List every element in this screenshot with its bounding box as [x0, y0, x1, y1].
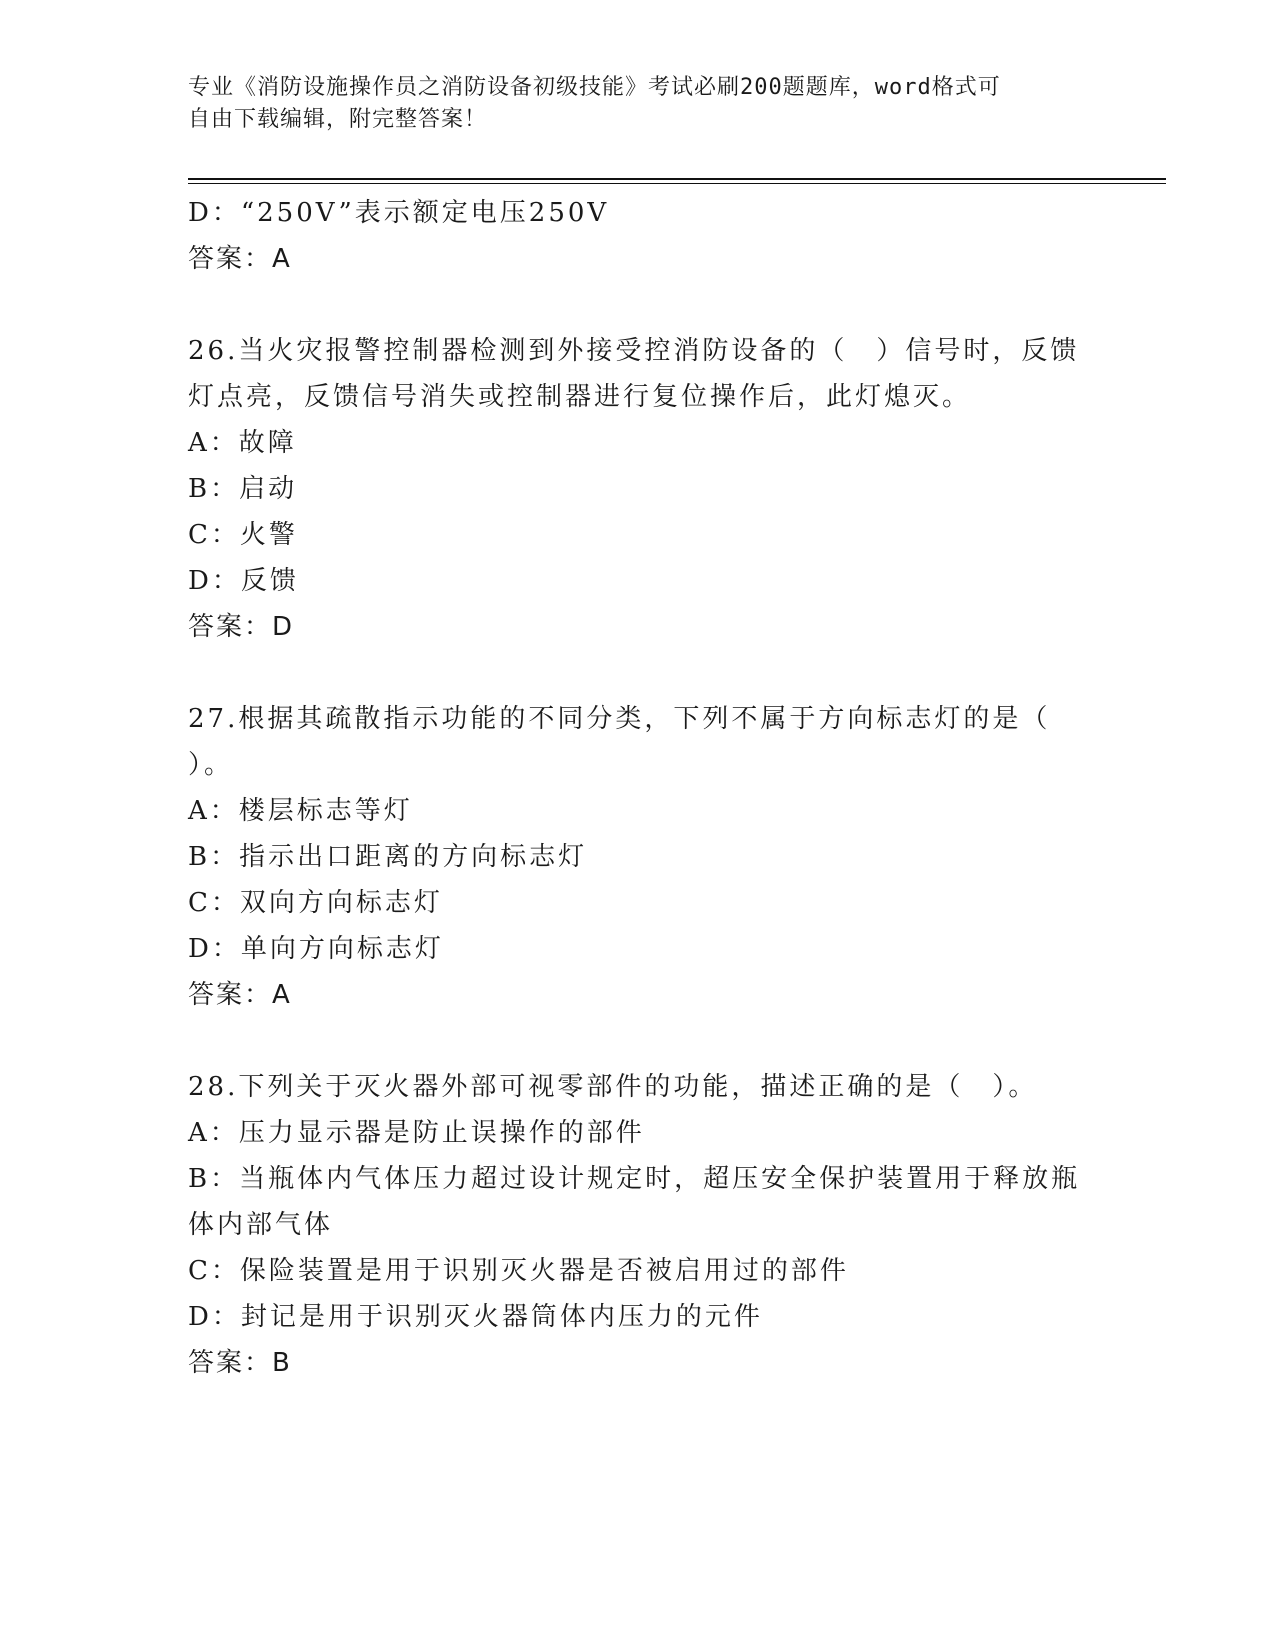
question-stem: 28.下列关于灭火器外部可视零部件的功能，描述正确的是（ ）。: [188, 1072, 1038, 1102]
option-a: A：故障: [188, 428, 297, 458]
answer-line: 答案：B: [188, 1348, 292, 1378]
question-stem-continued: ）。: [188, 750, 234, 780]
option-c: C：火警: [188, 520, 298, 550]
spacer: [188, 282, 1088, 328]
question-28: [188, 1064, 1088, 1386]
option-c: C：保险装置是用于识别灭火器是否被启用过的部件: [188, 1256, 849, 1286]
header-divider-thin: [188, 183, 1166, 184]
question-stem: 26.当火灾报警控制器检测到外接受控消防设备的（ ）信号时，反馈: [188, 336, 1080, 366]
option-b: B：启动: [188, 474, 298, 504]
question-26: [188, 328, 1088, 650]
option-d: D：单向方向标志灯: [188, 934, 444, 964]
spacer: [188, 650, 1088, 696]
option-d: D：“250V”表示额定电压250V: [188, 198, 610, 228]
answer-line: 答案：A: [188, 980, 292, 1010]
question-27: [188, 696, 1088, 1018]
question-list: [188, 190, 1088, 1386]
header-divider-thick: [188, 178, 1166, 180]
option-a: A：压力显示器是防止误操作的部件: [188, 1118, 645, 1148]
answer-line: 答案：D: [188, 612, 295, 642]
document-header: [188, 72, 1088, 136]
header-line-2: 自由下载编辑，附完整答案！: [188, 107, 488, 132]
option-d: D：反馈: [188, 566, 299, 596]
option-b: B：当瓶体内气体压力超过设计规定时，超压安全保护装置用于释放瓶: [188, 1164, 1081, 1194]
option-c: C：双向方向标志灯: [188, 888, 443, 918]
option-a: A：楼层标志等灯: [188, 796, 413, 826]
header-line-1: 专业《消防设施操作员之消防设备初级技能》考试必刷200题题库，word格式可: [188, 75, 1001, 100]
option-b: B：指示出口距离的方向标志灯: [188, 842, 588, 872]
question-stem-continued: 灯点亮，反馈信号消失或控制器进行复位操作后，此灯熄灭。: [188, 382, 972, 412]
previous-question-tail: [188, 190, 1088, 282]
option-b-continued: 体内部气体: [188, 1210, 334, 1240]
answer-line: 答案：A: [188, 244, 292, 274]
spacer: [188, 1018, 1088, 1064]
question-stem: 27.根据其疏散指示功能的不同分类，下列不属于方向标志灯的是（: [188, 704, 1051, 734]
option-d: D：封记是用于识别灭火器筒体内压力的元件: [188, 1302, 763, 1332]
